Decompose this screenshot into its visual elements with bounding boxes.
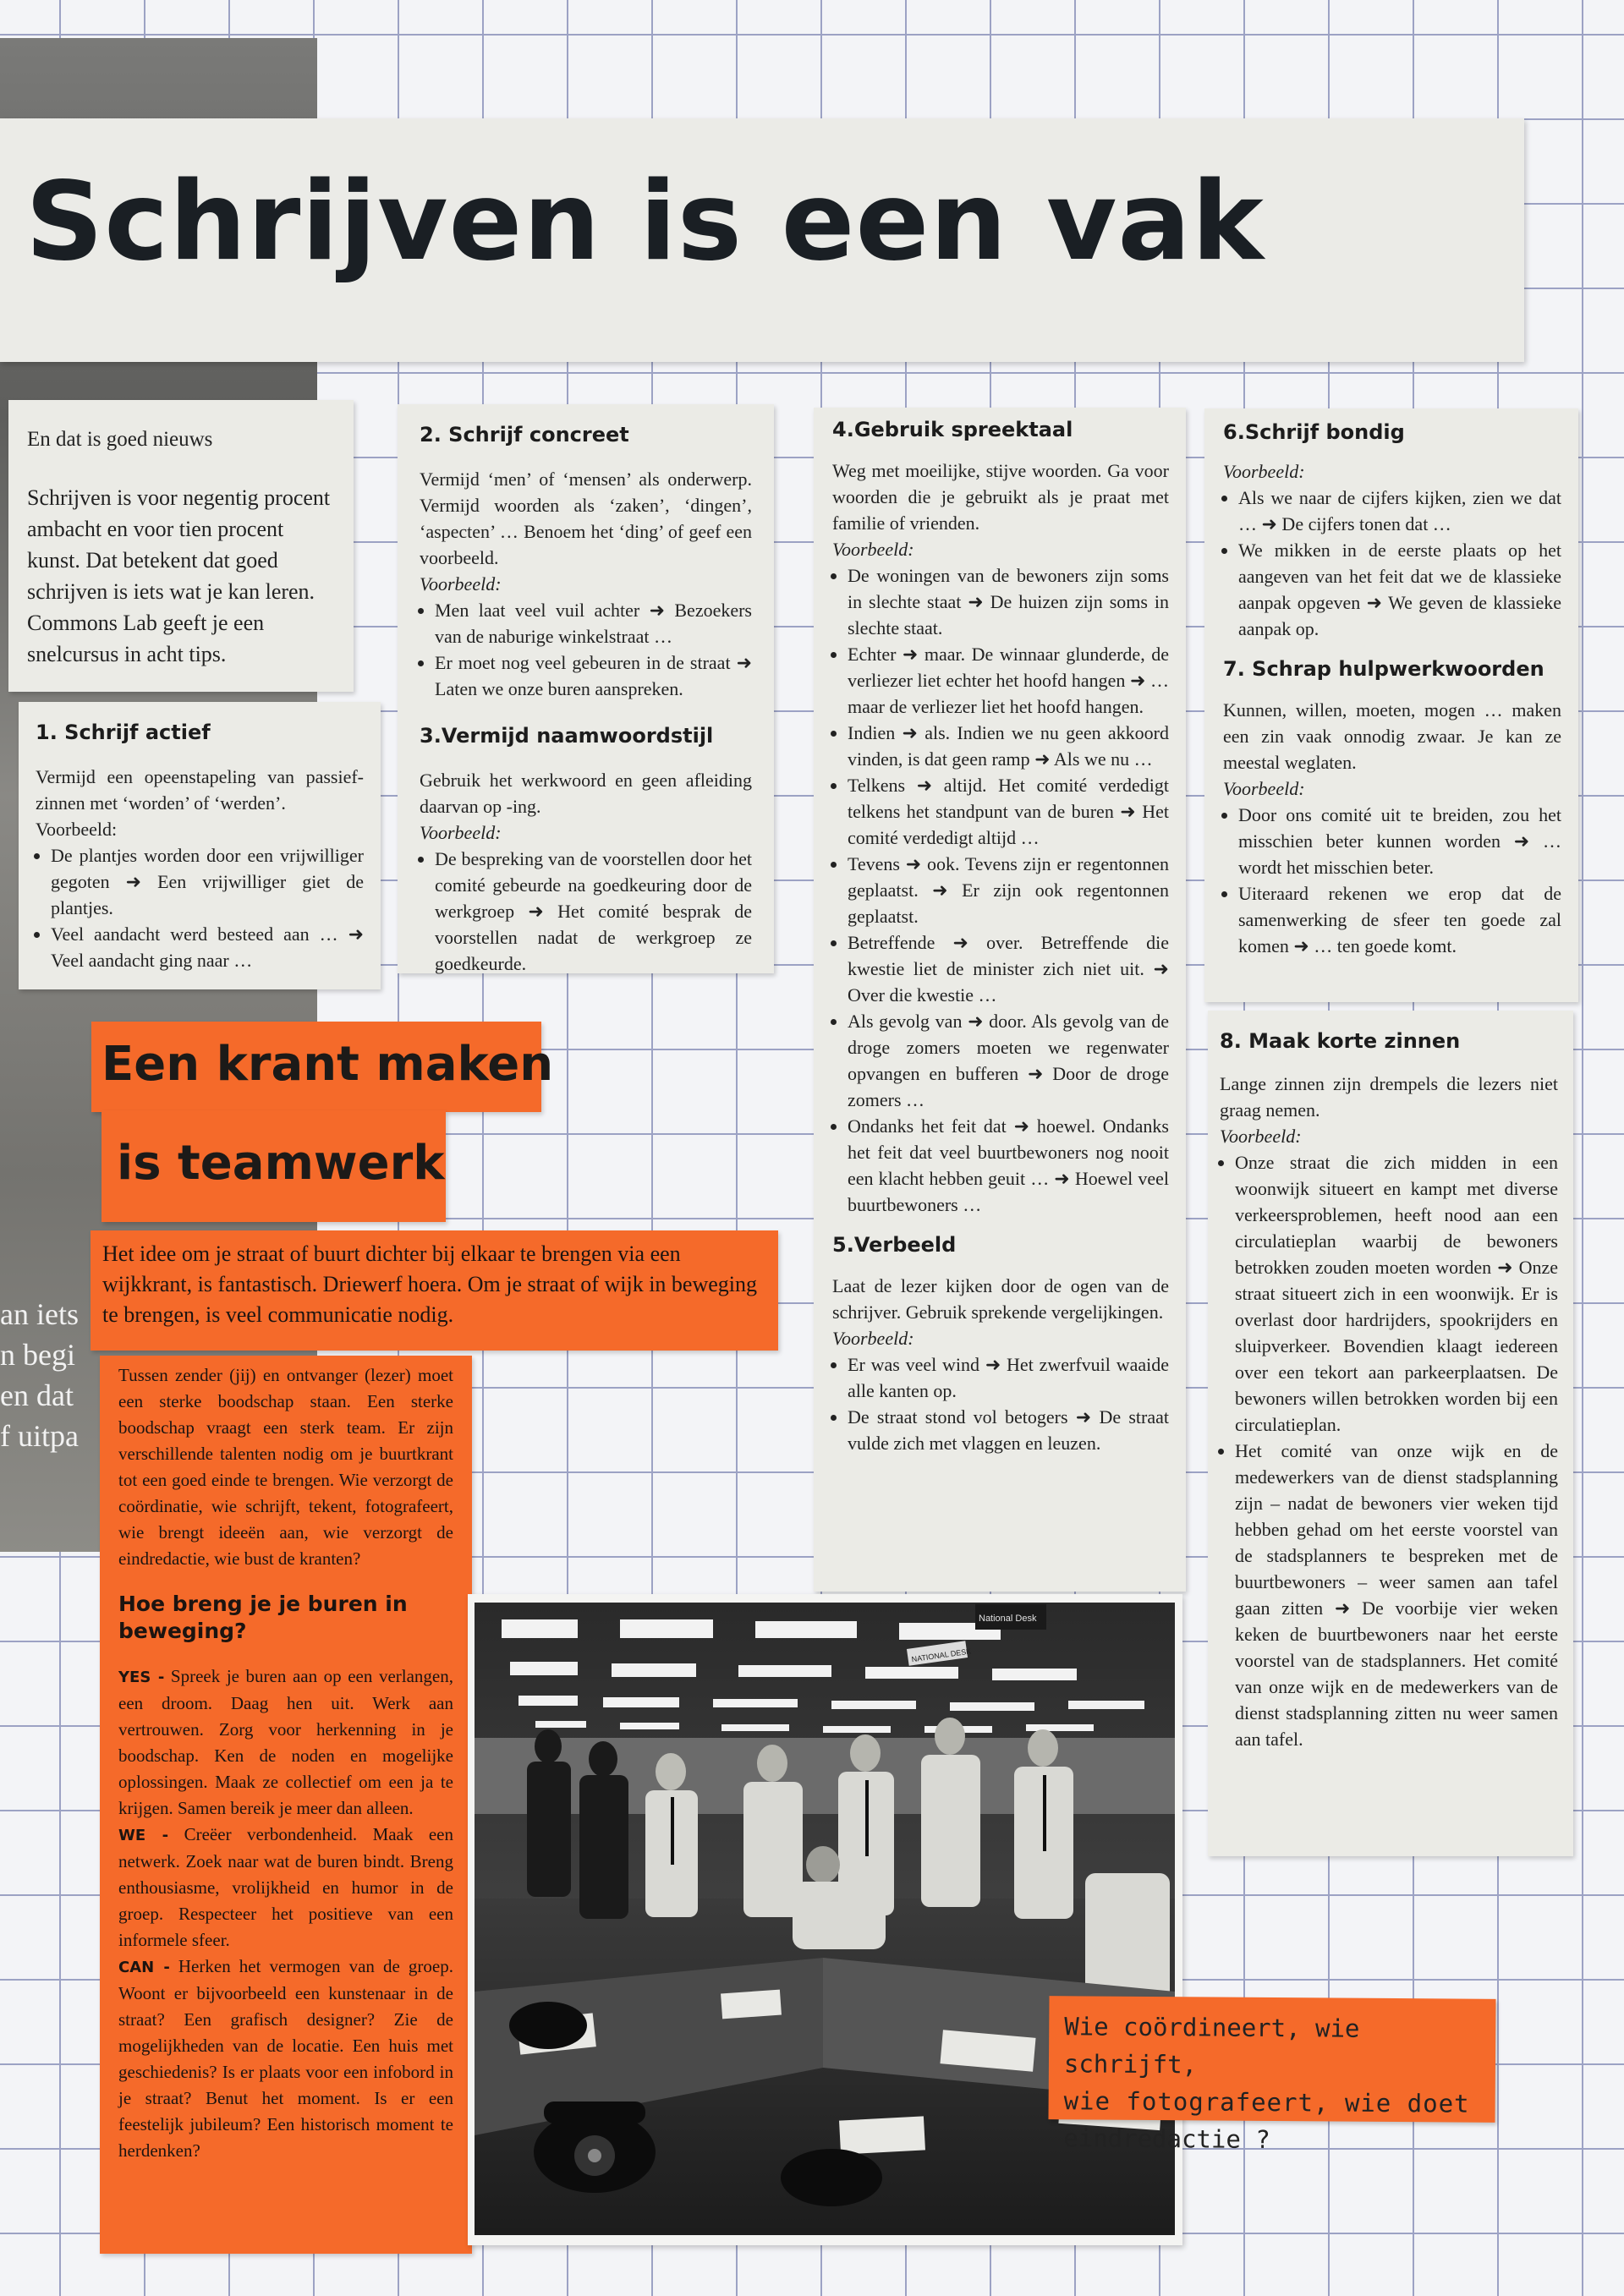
tip-4-body: Weg met moeilijke, stijve woorden. Ga voor woorden die je gebruikt als je praat met familie of vrienden. [832,459,1169,534]
tip-4-title: 4.Gebruik spreektaal [832,418,1073,441]
tip-6-example: • We mikken in de eerste plaats op het aangeven van het feit dat we de klassieke aanpak opgeven ➜ We geven de klassieke aanpak op. [1238,537,1561,642]
tip-5-example: • Er was veel wind ➜ Het zwerfvuil waaide alle kanten op. [848,1351,1169,1404]
photo-sign-desk: NATIONAL DESK [911,1647,972,1664]
tip-2-example: • Men laat veel vuil achter ➜ Bezoekers van de naburige winkelstraat … [435,597,752,649]
krant-we: WE - Creëer verbondenheid. Maak een netwerk. Zoek naar wat de buren bindt. Breng enthousiasme, vrolijkheid en humor in de groep. Respecteer het positieve van een informele sfeer. [118,1824,454,1950]
krant-body: Tussen zender (jij) en ontvanger (lezer) moet een sterke boodschap staan. Een sterke boodschap vraagt een sterk team. Er zijn verschillende talenten nodig om je buurtkrant tot een goed einde te brengen. Wie verzorgt de coördinatie, wie schrijft, tekent, fotografeert, wie brengt ideeën aan, wie verzorgt de eindredactie, wie bust de kranten? [118,1365,453,1569]
photo-phone [534,2101,656,2193]
intro-clipping [8,400,354,692]
tip-4-example: • Telkens ➜ altijd. Het comité verdedigt telkens het standpunt van de buren ➜ Het comité verdedigt altijd … [848,772,1169,851]
krant-can: CAN - Herken het vermogen van de groep. Woont er bijvoorbeeld een kunstenaar in de straat? Een grafisch designer? Zie de mogelijkheden van de locatie. Een huis met geschiedenis? Is er plaats voor een infobord in je straat? Benut het moment. Is er een feestelijk jubileum? Een historisch moment te herdenken? [118,1956,453,2161]
tip-1-body: Vermijd een opeenstapeling van passief-zinnen met ‘worden’ of ‘werden’. [36,765,364,814]
tip-7-title: 7. Schrap hulpwerkwoorden [1223,656,1544,681]
intro-title: En dat is goed nieuws [27,428,213,451]
tip-8-example: • Het comité van onze wijk en de medewerkers van de dienst stadsplanning zijn – nadat de bewoners vier weken tijd hebben gehad om het eerste voorstel van de stadsplanners te bespreken met de buurtbewoners – weer samen aan tafel gaan zitten ➜ De voorbije vier weken keken de buurtbewoners naar het eerste voorstel van de stadsplanners. Het comité van onze wijk en de medewerkers van de dienst stadsplanning zitten nu weer samen aan tafel. [1235,1438,1558,1752]
tip-8-body: Lange zinnen zijn drempels die lezers niet graag nemen. [1220,1072,1558,1121]
tip-7-body: Kunnen, willen, moeten, mogen … maken een zin vaak onnodig zwaar. Je kan ze meestal weglaten. [1223,699,1561,773]
tip-4-example: • De woningen van de bewoners zijn soms in slechte staat ➜ De huizen zijn soms in slechte staat. [848,562,1169,641]
tip-5-example: • De straat stond vol betogers ➜ De straat vulde zich met vlaggen en leuzen. [848,1404,1169,1456]
tip-5-title: 5.Verbeeld [832,1232,957,1257]
tip-3-example: • De bespreking van de voorstellen door het comité gebeurde na goedkeuring door de werkgroep ➜ Het comité besprak de voorstellen nadat de werkgroep ze goedkeurde. [435,846,752,977]
tip-2-title: 2. Schrijf concreet [420,423,629,447]
tip-7-example: • Uiteraard rekenen we erop dat de samenwerking de sfeer ten goede zal komen ➜ … ten goede komt. [1238,880,1561,959]
intro-body: Schrijven is voor negentig procent ambacht en voor tien procent kunst. Dat betekent dat goed schrijven is iets wat je kan leren. Commons Lab geeft je een snelcursus in acht tips. [27,485,331,666]
sticky-line-2: wie fotografeert, wie doet [1063,2086,1470,2118]
tip-2-3-clipping [398,404,774,973]
tip-4-example: • Betreffende ➜ over. Betreffende die kwestie liet de minister zich niet uit. ➜ Over die kwestie … [848,929,1169,1008]
tip-6-example: • Als we naar de cijfers kijken, zien we dat … ➜ De cijfers tonen dat … [1238,485,1561,537]
tip-8-example: • Onze straat die zich midden in een woonwijk situeert en kampt met diverse verkeersproblemen, heeft nood aan een circulatieplan waarbij de bewoners betrokken zouden moeten worden ➜ Onze straat situeert zich in een woonwijk. Er is overlast door hardrijders, spookrijders en sluipverkeer. Bovendien klaagt iedereen over een tekort aan parkeerplaatsen. De bewoners willen betrokken worden bij een circulatieplan. [1235,1149,1558,1438]
tip-7-example: • Door ons comité uit te breiden, zou het misschien beter kunnen worden ➜ … wordt het misschien beter. [1238,802,1561,880]
tip-3-title: 3.Vermijd naamwoordstijl [420,723,714,748]
tip-3-body: Gebruik het werkwoord en geen afleiding daarvan op -ing. [420,769,752,817]
background-photo-text: an iets n begi en dat f uitpa [0,1297,79,1453]
tip-4-example: • Echter ➜ maar. De winnaar glunderde, de verliezer liet echter het hoofd hangen ➜ … maar de verliezer liet het hoofd hangen. [848,641,1169,720]
headline-clipping [0,118,1524,362]
tip-8-voorbeeld: Voorbeeld: [1220,1125,1302,1147]
tip-8-title: 8. Maak korte zinnen [1220,1029,1461,1053]
tip-1-voorbeeld: Voorbeeld: [36,818,118,840]
tip-1-clipping [19,702,381,989]
tip-3-voorbeeld: Voorbeeld: [420,821,502,843]
tip-4-example: • Als gevolg van ➜ door. Als gevolg van de droge zomers moeten we regenwater opvangen en bufferen ➜ Door de droge zomers … [848,1008,1169,1113]
tip-7-voorbeeld: Voorbeeld: [1223,777,1305,799]
tip-4-example: • Ondanks het feit dat ➜ hoewel. Ondanks het feit dat veel buurtbewoners nog nooit een klacht hebben geuit … ➜ Hoewel veel buurtbewoners … [848,1113,1169,1218]
sticky-line-3: eindredactie ? [1063,2123,1270,2154]
krant-yes: YES - Spreek je buren aan op een verlangen, een droom. Daag hen uit. Werk aan vertrouwen. Zorg voor herkenning in je boodschap. Ken de noden en mogelijke oplossingen. Maak ze collectief om een ja te krijgen. Samen bereik je meer dan alleen. [118,1666,453,1818]
krant-body-column [100,1356,472,2254]
tip-6-7-clipping [1204,408,1578,1002]
tip-6-title: 6.Schrijf bondig [1223,420,1405,444]
tip-1-example: • De plantjes worden door een vrijwilliger gegoten ➜ Een vrijwilliger giet de plantjes. [51,842,364,921]
tip-2-voorbeeld: Voorbeeld: [420,573,502,595]
tip-5-body: Laat de lezer kijken door de ogen van de schrijver. Gebruik sprekende vergelijkingen. [832,1274,1169,1323]
page-title: Schrijven is een vak [25,159,1265,285]
handwritten-sticky-note [1048,1996,1495,2154]
tip-1-title: 1. Schrijf actief [36,721,211,744]
tip-2-body: Vermijd ‘men’ of ‘mensen’ als onderwerp. Vermijd woorden als ‘zaken’, ‘dingen’, ‘aspecten’ … Benoem het ‘ding’ of geef een voorbeeld. [420,468,752,568]
photo-sign-national-desk: National Desk [979,1614,1037,1624]
tip-5-voorbeeld: Voorbeeld: [832,1327,914,1349]
tip-8-clipping [1208,1011,1573,1856]
sticky-line-1: Wie coördineert, wie schrijft, [1063,2012,1360,2080]
tip-4-example: • Tevens ➜ ook. Tevens zijn er regentonnen geplaatst. ➜ Er zijn ook regentonnen geplaatst. [848,851,1169,929]
krant-subhead: Hoe breng je je buren in beweging? [118,1592,408,1643]
tip-1-example: • Veel aandacht werd besteed aan … ➜ Veel aandacht ging naar … [51,921,364,973]
tip-4-example: • Indien ➜ als. Indien we nu geen akkoord vinden, is dat geen ramp ➜ Als we nu … [848,720,1169,772]
tip-2-example: • Er moet nog veel gebeuren in de straat ➜ Laten we onze buren aanspreken. [435,649,752,702]
tip-4-5-clipping [814,408,1186,1592]
tip-6-voorbeeld: Voorbeeld: [1223,460,1305,482]
tip-4-voorbeeld: Voorbeeld: [832,538,914,560]
krant-heading-line-1: Een krant maken [91,1022,541,1112]
krant-heading-line-2: is teamwerk [102,1110,446,1222]
krant-lead: Het idee om je straat of buurt dichter bij elkaar te brengen via een wijkkrant, is fantastisch. Driewerf hoera. Om je straat of wijk in beweging te brengen, is veel communicatie nodig. [91,1230,778,1351]
